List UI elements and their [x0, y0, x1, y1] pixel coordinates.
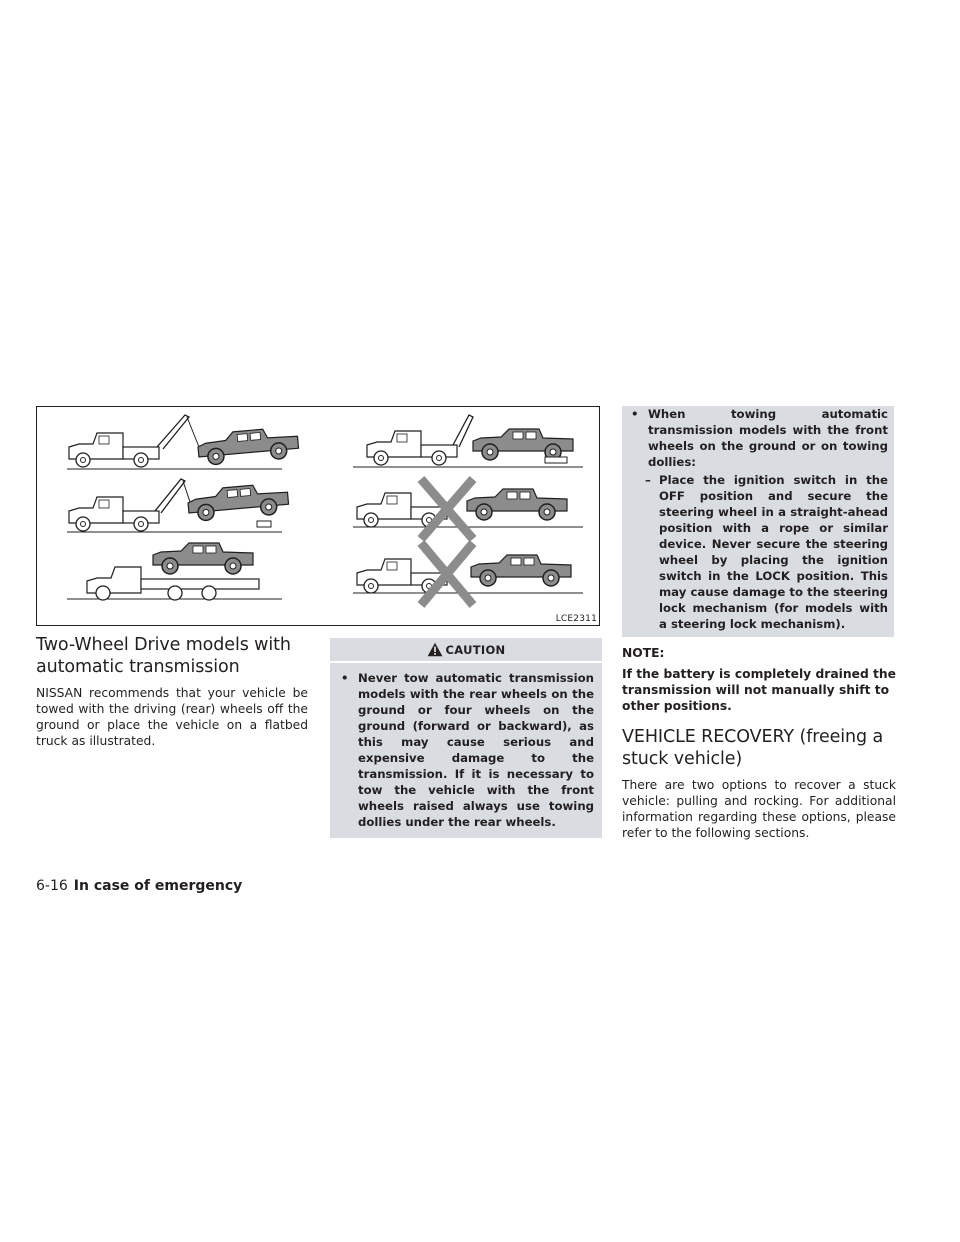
section-two-wheel-drive — [36, 634, 308, 749]
caution-body — [622, 406, 894, 637]
caution-column — [330, 638, 602, 838]
caution-item-text: Never tow automatic transmission models with the rear wheels on the ground or four wheels on the ground (forward or backward), as this may cause serious and expensive damage to the transmission. If it is necessary to tow the vehicle with the front wheels raised always use towing dollies under the rear wheels. — [358, 671, 594, 829]
caution-item — [628, 406, 888, 470]
section-heading: Two-Wheel Drive models with automatic transmission — [36, 635, 291, 677]
caution-title: CAUTION — [445, 642, 506, 657]
caution-body — [330, 663, 602, 838]
page-number: 6-16 — [36, 878, 68, 894]
bullet: • — [631, 407, 639, 421]
page-footer — [36, 877, 242, 895]
caution-box — [330, 638, 602, 838]
flatbed-truck-icon — [67, 543, 282, 600]
caution-box-continued — [622, 406, 894, 637]
dash: – — [645, 473, 651, 487]
tow-truck-front-lift-icon — [67, 479, 289, 532]
note-label: NOTE: — [622, 646, 665, 660]
bullet: • — [341, 671, 349, 685]
towing-diagram — [37, 407, 599, 625]
note-text: If the battery is completely drained the transmission will not manually shift to other positions. — [622, 667, 897, 713]
prohibited-x-icon — [353, 543, 583, 605]
section-body: NISSAN recommends that your vehicle be towed with the driving (rear) wheels off the ground or place the vehicle on a flatbed truck as illustrated. — [36, 686, 308, 748]
section-heading: VEHICLE RECOVERY (freeing a stuck vehicle) — [622, 727, 884, 769]
prohibited-x-icon — [353, 479, 583, 539]
tow-truck-dollies-icon — [353, 415, 583, 467]
warning-icon — [427, 642, 443, 657]
right-column — [622, 406, 896, 841]
caution-subitem-text: Place the ignition switch in the OFF position and secure the steering wheel in a straight-ahead position with a rope or similar device. Never secure the steering wheel by placing the ignition switch in the LOCK position. This may cause damage to the steering lock mechanism (for models with a steering lock mechanism). — [659, 473, 888, 631]
figure-code: LCE2311 — [555, 614, 597, 624]
tow-truck-wheel-lift-rear-icon — [67, 415, 299, 469]
caution-item-text: When towing automatic transmission models with the front wheels on the ground or on towing dollies: — [648, 407, 888, 469]
chapter-title: In case of emergency — [73, 878, 243, 894]
caution-item — [338, 670, 594, 830]
towing-illustration — [36, 406, 600, 626]
caution-header — [330, 638, 602, 663]
caution-subitem — [628, 472, 888, 632]
section-body: There are two options to recover a stuck vehicle: pulling and rocking. For additional information regarding these options, please refer to the following sections. — [622, 778, 896, 840]
